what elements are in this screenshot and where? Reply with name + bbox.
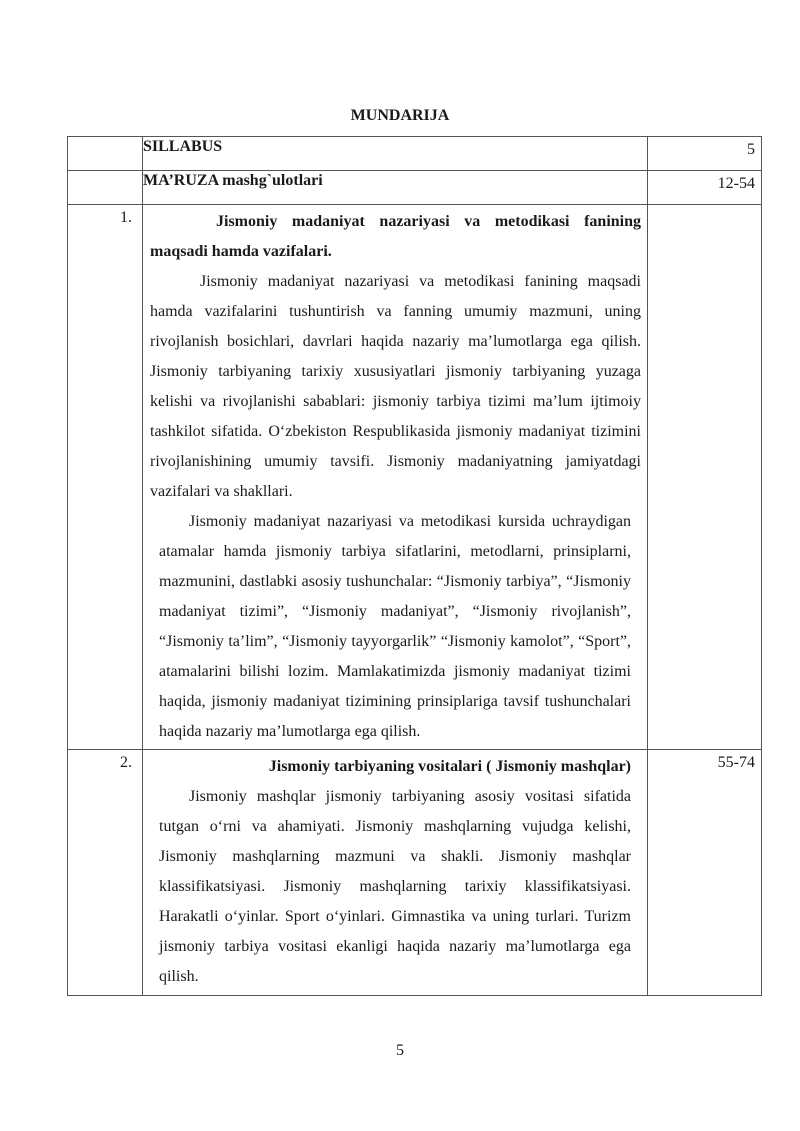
topic-content xyxy=(143,205,648,750)
section-label: SILLABUS xyxy=(143,137,648,171)
table-row xyxy=(68,205,762,750)
page-range: 55-74 xyxy=(648,750,762,996)
table-row xyxy=(68,171,762,205)
page-range: 12-54 xyxy=(648,171,762,205)
topic-paragraph: Jismoniy mashqlar jismoniy tarbiyaning asosiy vositasi sifatida tutgan o‘rni va ahamiyati. Jismoniy mashqlarning vujudga kelishi, Jismoniy mashqlarning mazmuni va shakli. Jismoniy mashqlar klassifikatsiyasi. Jismoniy mashqlarning tarixiy klassifikatsiyasi. Harakatli o‘yinlar. Sport o‘yinlari. Gimnastika va uning turlari. Turizm jismoniy tarbiya vositasi ekanligi haqida nazariy ma’lumotlarga ega qilish. xyxy=(159,788,631,985)
topic-number: 2. xyxy=(68,750,143,996)
row-number-cell xyxy=(68,171,143,205)
topic-title: Jismoniy madaniyat nazariyasi va metodikasi fanining maqsadi hamda vazifalari. xyxy=(150,213,641,260)
section-label: MA’RUZA mashg`ulotlari xyxy=(143,171,648,205)
page-range xyxy=(648,205,762,750)
page-title: MUNDARIJA xyxy=(350,107,450,124)
contents-table xyxy=(67,136,762,996)
row-number-cell xyxy=(68,137,143,171)
topic-title: Jismoniy tarbiyaning vositalari ( Jismoniy mashqlar) xyxy=(268,758,631,775)
topic-number: 1. xyxy=(68,205,143,750)
topic-content xyxy=(143,750,648,996)
table-row xyxy=(68,137,762,171)
page-number: 5 xyxy=(396,1042,404,1059)
table-row xyxy=(68,750,762,996)
topic-paragraph: Jismoniy madaniyat nazariyasi va metodikasi kursida uchraydigan atamalar hamda jismoniy tarbiya sifatlarini, metodlarni, prinsiplarni, mazmunini, dastlabki asosiy tushunchalar: “Jismoniy tarbiya”, “Jismoniy madaniyat tizimi”, “Jismoniy madaniyat”, “Jismoniy rivojlanish”, “Jismoniy ta’lim”, “Jismoniy tayyorgarlik” “Jismoniy kamolot”, “Sport”, atamalarini bilishi lozim. Mamlakatimizda jismoniy madaniyat tizimi haqida, jismoniy madaniyat tizimining prinsiplariga tavsif tushunchalari haqida nazariy ma’lumotlarga ega qilish. xyxy=(159,513,631,740)
page-range: 5 xyxy=(648,137,762,171)
topic-paragraph: Jismoniy madaniyat nazariyasi va metodikasi fanining maqsadi hamda vazifalarini tushuntirish va fanning umumiy mazmuni, uning rivojlanish bosichlari, davrlari haqida nazariy ma’lumotlarga ega qilish. Jismoniy tarbiyaning tarixiy xususiyatlari jismoniy tarbiyaning yuzaga kelishi va rivojlanishi sabablari: jismoniy tarbiya tizimi ma’lum ijtimoiy tashkilot sifatida. O‘zbekiston Respublikasida jismoniy madaniyat tizimini rivojlanishining umumiy tavsifi. Jismoniy madaniyatning jamiyatdagi vazifalari va shakllari. xyxy=(150,273,641,500)
